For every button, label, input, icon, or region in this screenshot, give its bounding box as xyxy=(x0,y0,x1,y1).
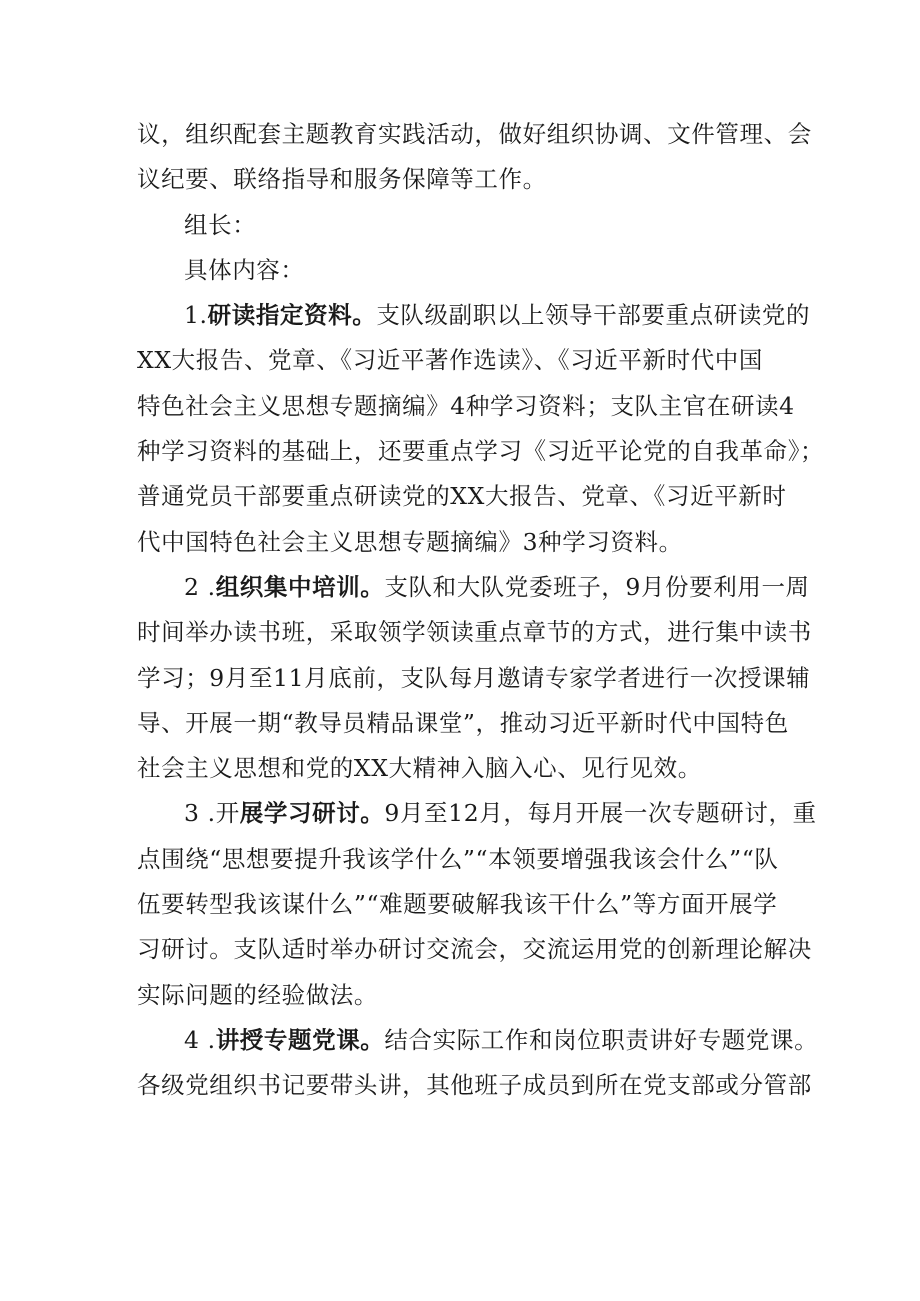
item-heading: 展学习研讨。 xyxy=(239,799,385,828)
text-line: 结合实际工作和岗位职责讲好专题党课。 xyxy=(384,1025,819,1054)
intro-paragraph xyxy=(137,112,812,203)
text-line: 议纪要、联络指导和服务保障等工作。 xyxy=(137,165,547,194)
item-number: 3 .开 xyxy=(184,799,240,828)
item-number: 2 . xyxy=(184,572,216,601)
text-line: XX大报告、党章、《习近平著作选读》、《习近平新时代中国 xyxy=(137,346,764,375)
text-line: 9月至12月，每月开展一次专题研讨，重 xyxy=(384,799,817,828)
text-line: 种学习资料的基础上，还要重点学习《习近平论党的自我革命》； xyxy=(137,437,825,466)
text-line: 各级党组织书记要带头讲，其他班子成员到所在党支部或分管部 xyxy=(137,1071,812,1100)
item-heading: 研读指定资料。 xyxy=(207,301,377,330)
text-line: 特色社会主义思想专题摘编》4种学习资料；支队主官在研读4 xyxy=(137,391,795,420)
content-label: 具体内容： xyxy=(184,255,305,284)
text-line: 议，组织配套主题教育实践活动，做好组织协调、文件管理、会 xyxy=(137,120,812,148)
text-line: 支队和大队党委班子，9月份要利用一周 xyxy=(384,572,810,601)
item-first-line xyxy=(137,1018,819,1063)
item-2 xyxy=(137,565,812,791)
text-line: 习研讨。支队适时举办研讨交流会，交流运用党的创新理论解决 xyxy=(137,935,812,964)
text-line: 导、开展一期“教导员精品课堂”，推动习近平新时代中国特色 xyxy=(137,708,789,737)
item-heading: 组织集中培训。 xyxy=(215,572,385,601)
text-line: 社会主义思想和党的XX大精神入脑入心、见行见效。 xyxy=(137,754,702,783)
text-line: 支队级副职以上领导干部要重点研读党的 xyxy=(376,301,811,330)
text-line: 伍要转型我该谋什么”“难题要破解我该干什么”等方面开展学 xyxy=(137,890,778,919)
document-page xyxy=(137,112,825,1109)
text-line: 学习；9月至11月底前，支队每月邀请专家学者进行一次授课辅 xyxy=(137,663,811,692)
text-line: 代中国特色社会主义思想专题摘编》3种学习资料。 xyxy=(137,527,683,556)
item-number: 4 . xyxy=(184,1025,216,1054)
text-line: 点围绕“思想要提升我该学什么”“本领要增强我该会什么”“队 xyxy=(137,844,779,873)
item-number: 1. xyxy=(184,301,208,330)
text-line: 实际问题的经验做法。 xyxy=(137,980,378,1009)
text-line: 时间举办读书班，采取领学领读重点章节的方式，进行集中读书 xyxy=(137,618,812,647)
item-first-line xyxy=(137,565,810,610)
item-3 xyxy=(137,791,817,1017)
text-line: 普通党员干部要重点研读党的XX大报告、党章、《习近平新时 xyxy=(137,482,787,511)
item-1 xyxy=(137,293,825,565)
item-heading: 讲授专题党课。 xyxy=(215,1025,385,1054)
item-first-line xyxy=(137,791,817,836)
item-4 xyxy=(137,1018,819,1109)
item-first-line xyxy=(137,293,811,338)
leader-label: 组长： xyxy=(184,210,257,239)
